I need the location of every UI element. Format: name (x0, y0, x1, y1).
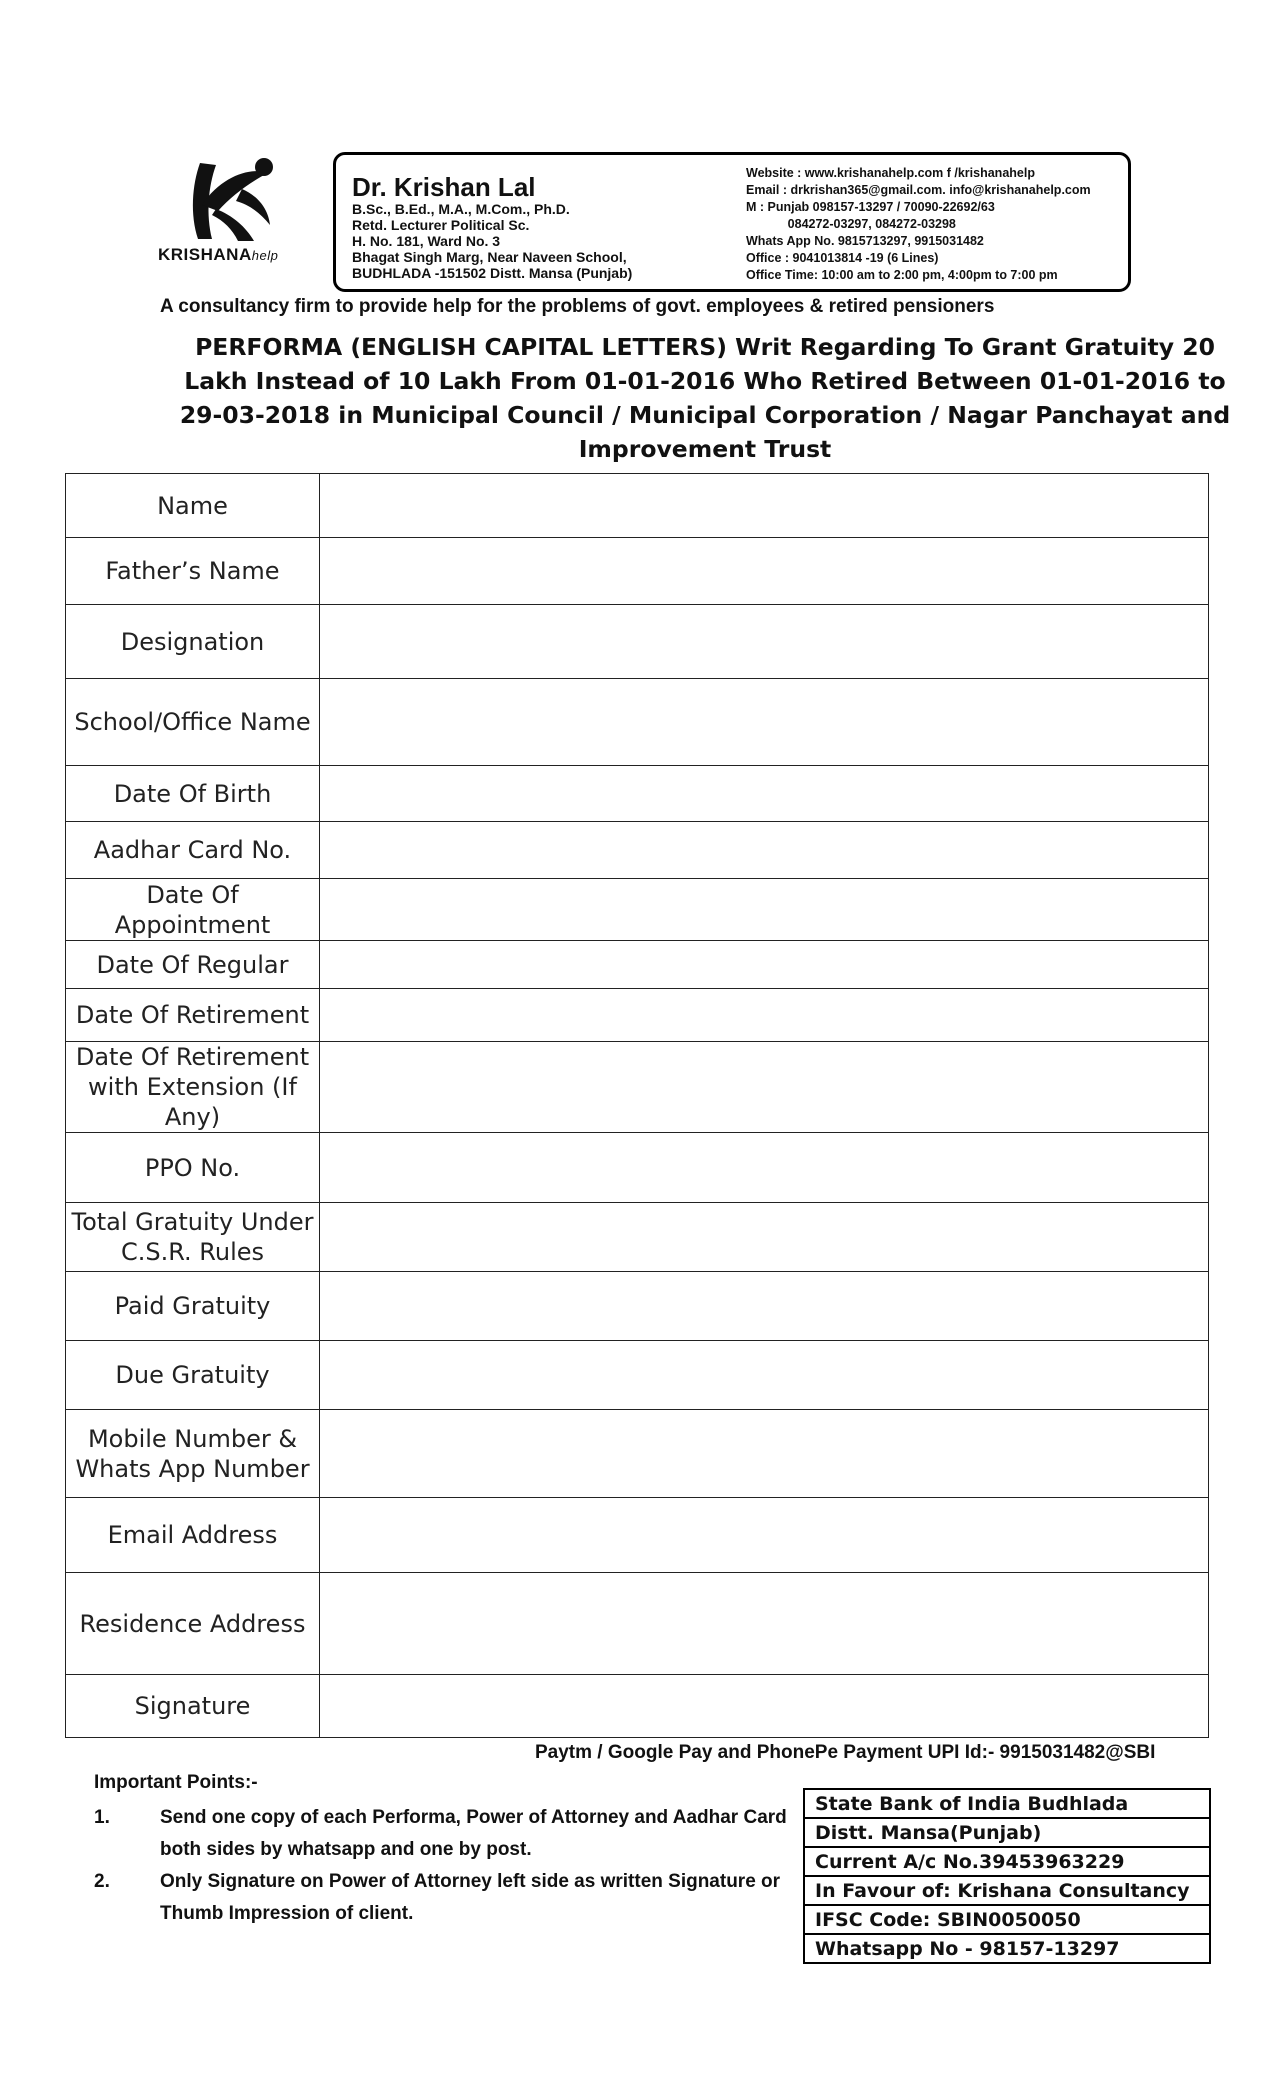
field-label: Mobile Number & Whats App Number (66, 1410, 320, 1498)
form-row (66, 1675, 1209, 1738)
contact-info-box (333, 152, 1131, 292)
important-points-heading: Important Points:- (94, 1772, 258, 1793)
field-value[interactable] (320, 1498, 1209, 1573)
bank-details-box (803, 1788, 1211, 1964)
form-row (66, 989, 1209, 1042)
form-row (66, 822, 1209, 879)
form-row (66, 679, 1209, 766)
form-row (66, 766, 1209, 822)
field-value[interactable] (320, 766, 1209, 822)
form-row (66, 1341, 1209, 1410)
field-label: Paid Gratuity (66, 1272, 320, 1341)
field-value[interactable] (320, 605, 1209, 679)
form-row (66, 1133, 1209, 1203)
contact-line: Retd. Lecturer Political Sc. (352, 217, 530, 233)
contact-line: Website : www.krishanahelp.com f /krishanahelp (746, 166, 1035, 180)
contact-line: M : Punjab 098157-13297 / 70090-22692/63 (746, 200, 995, 214)
field-value[interactable] (320, 679, 1209, 766)
field-label: Total Gratuity Under C.S.R. Rules (66, 1203, 320, 1272)
field-label: Email Address (66, 1498, 320, 1573)
bank-line: State Bank of India Budhlada (804, 1789, 1210, 1818)
field-label: Date Of Retirement (66, 989, 320, 1042)
field-label: School/Office Name (66, 679, 320, 766)
bank-line: Distt. Mansa(Punjab) (804, 1818, 1210, 1847)
field-value[interactable] (320, 1203, 1209, 1272)
field-value[interactable] (320, 1133, 1209, 1203)
field-label: Name (66, 474, 320, 538)
contact-line: B.Sc., B.Ed., M.A., M.Com., Ph.D. (352, 201, 570, 217)
krishana-logo-icon (172, 155, 292, 247)
point-number: 1. (94, 1807, 110, 1828)
contact-line: 084272-03297, 084272-03298 (746, 217, 956, 231)
field-label: Date Of Appointment (66, 879, 320, 941)
field-value[interactable] (320, 1675, 1209, 1738)
contact-line: BUDHLADA -151502 Distt. Mansa (Punjab) (352, 265, 633, 281)
point-number: 2. (94, 1871, 110, 1892)
doctor-name: Dr. Krishan Lal (352, 172, 536, 202)
field-label: Date Of Regular (66, 941, 320, 989)
form-row (66, 1573, 1209, 1675)
point-text: Send one copy of each Performa, Power of Attorney and Aadhar Card both sides by whatsapp and one by post. (160, 1807, 787, 1860)
field-label: Father’s Name (66, 538, 320, 605)
field-label: Designation (66, 605, 320, 679)
contact-line: Office : 9041013814 -19 (6 Lines) (746, 251, 939, 265)
field-value[interactable] (320, 1573, 1209, 1675)
page-title: PERFORMA (ENGLISH CAPITAL LETTERS) Writ Regarding To Grant Gratuity 20 Lakh Instead of 10 Lakh From 01-01-2016 Who Retired Between 01-01-2016 to 29-03-2018 in Municipal Council / Municipal Corporation / Nagar Panchayat and Improvement Trust (179, 333, 1231, 463)
field-value[interactable] (320, 1042, 1209, 1133)
field-value[interactable] (320, 989, 1209, 1042)
field-value[interactable] (320, 822, 1209, 879)
field-value[interactable] (320, 879, 1209, 941)
logo-wordmark: KRISHANAhelp (158, 245, 279, 264)
form-row (66, 1272, 1209, 1341)
field-label: Residence Address (66, 1573, 320, 1675)
form-row (66, 538, 1209, 605)
contact-left (352, 173, 722, 281)
list-item (94, 1866, 794, 1930)
field-label: Due Gratuity (66, 1341, 320, 1410)
field-value[interactable] (320, 538, 1209, 605)
company-logo (150, 155, 310, 275)
important-points-list (94, 1802, 794, 1930)
field-label: Date Of Birth (66, 766, 320, 822)
field-label: Signature (66, 1675, 320, 1738)
field-value[interactable] (320, 1410, 1209, 1498)
bank-line: In Favour of: Krishana Consultancy (804, 1876, 1210, 1905)
performa-form-table (65, 473, 1209, 1738)
contact-right (746, 165, 1126, 284)
bank-line: Whatsapp No - 98157-13297 (804, 1934, 1210, 1963)
form-row (66, 1410, 1209, 1498)
contact-line: Whats App No. 9815713297, 9915031482 (746, 234, 984, 248)
field-value[interactable] (320, 474, 1209, 538)
field-label: PPO No. (66, 1133, 320, 1203)
form-row (66, 1498, 1209, 1573)
form-row (66, 941, 1209, 989)
field-value[interactable] (320, 1272, 1209, 1341)
contact-line: Office Time: 10:00 am to 2:00 pm, 4:00pm to 7:00 pm (746, 268, 1058, 282)
contact-line: Bhagat Singh Marg, Near Naveen School, (352, 249, 627, 265)
form-row (66, 1203, 1209, 1272)
list-item (94, 1802, 794, 1866)
form-row (66, 474, 1209, 538)
bank-line: IFSC Code: SBIN0050050 (804, 1905, 1210, 1934)
point-text: Only Signature on Power of Attorney left side as written Signature or Thumb Impression of client. (160, 1871, 781, 1924)
form-row (66, 605, 1209, 679)
contact-line: H. No. 181, Ward No. 3 (352, 233, 501, 249)
tagline: A consultancy firm to provide help for the problems of govt. employees & retired pensioners (160, 296, 995, 317)
field-label: Date Of Retirement with Extension (If Any) (66, 1042, 320, 1133)
bank-line: Current A/c No.39453963229 (804, 1847, 1210, 1876)
contact-line: Email : drkrishan365@gmail.com. info@krishanahelp.com (746, 183, 1091, 197)
field-value[interactable] (320, 1341, 1209, 1410)
form-row (66, 879, 1209, 941)
form-row (66, 1042, 1209, 1133)
upi-payment-info: Paytm / Google Pay and PhonePe Payment UPI Id:- 9915031482@SBI (535, 1742, 1156, 1763)
field-label: Aadhar Card No. (66, 822, 320, 879)
field-value[interactable] (320, 941, 1209, 989)
